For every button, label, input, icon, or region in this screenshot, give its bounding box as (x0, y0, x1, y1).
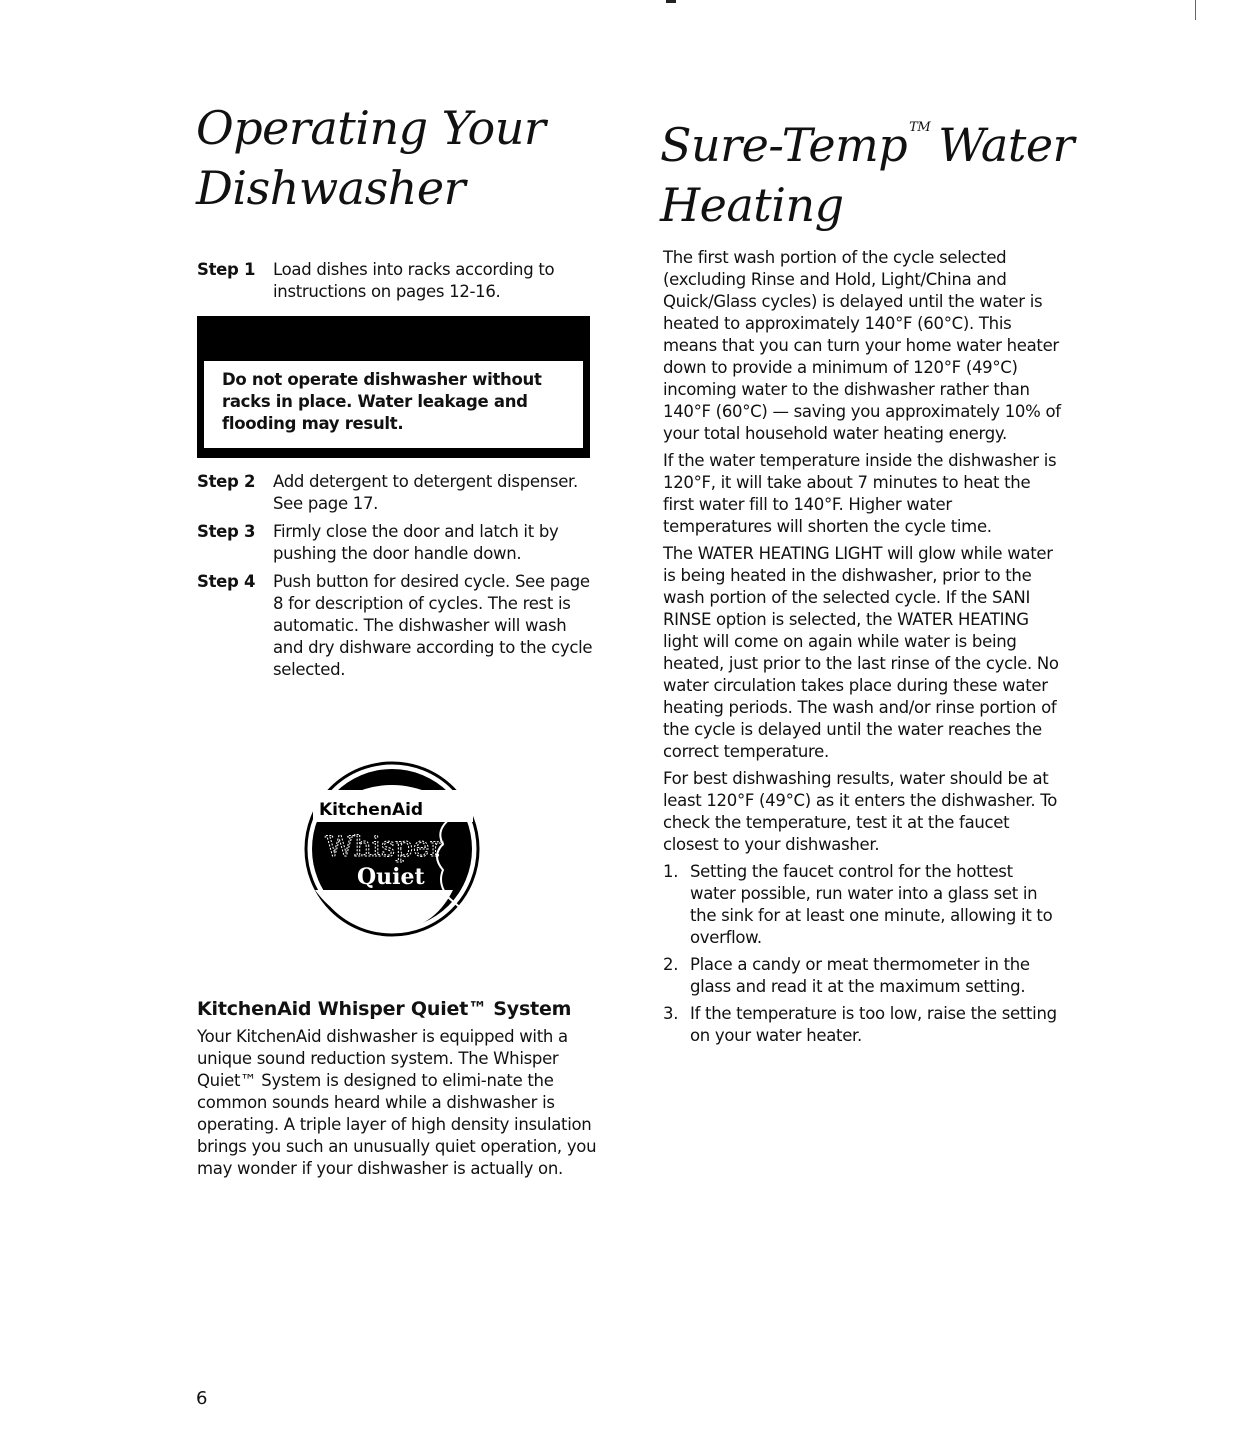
scan-artifact-top (666, 0, 676, 3)
step-label: Step 2 (197, 472, 256, 491)
step-text: Push button for desired cycle. See page 8 for description of cycles. The rest is automatic. The dishwasher will wash and dry dishware according to the cycle selected. (273, 572, 593, 679)
whisper-quiet-logo-icon (303, 760, 481, 938)
title-part-1: Sure-Temp (660, 118, 908, 172)
list-text: Place a candy or meat thermometer in the glass and read it at the maximum setting. (690, 955, 1030, 996)
warning-text: Do not operate dishwasher without racks in place. Water leakage and flooding may result. (204, 361, 583, 448)
list-text: If the temperature is too low, raise the setting on your water heater. (690, 1004, 1057, 1045)
title-line-2: Heating (660, 178, 844, 232)
list-item (663, 861, 1063, 949)
step-3 (197, 521, 597, 565)
list-item (663, 954, 1063, 998)
page-title-sure-temp (660, 98, 1074, 235)
temperature-check-list (663, 861, 1063, 1047)
trademark-mark: TM (909, 120, 931, 135)
paragraph: For best dishwashing results, water should be at least 120°F (49°C) as it enters the dishwasher. To check the temperature, test it at the faucet closest to your dishwasher. (663, 769, 1058, 854)
list-text: Setting the faucet control for the hottest water possible, run water into a glass set in the sink for at least one minute, allowing it to overflow. (690, 862, 1053, 947)
paragraph: The first wash portion of the cycle selected (excluding Rinse and Hold, Light/China and Quick/Glass cycles) is delayed until the water is heated to approximately 140°F (60°C). This means that you can turn your home water heater down to provide a minimum of 120°F (49°C) incoming water to the dishwasher rather than 140°F (60°C) — saving you approximately 10% of your total household water heating energy. (663, 248, 1061, 443)
step-text: Add detergent to detergent dispenser. See page 17. (273, 472, 578, 513)
step-label: Step 4 (197, 572, 256, 591)
section-body-whisper-quiet: Your KitchenAid dishwasher is equipped with a unique sound reduction system. The Whisper Quiet™ System is designed to elimi-nate the common sounds heard while a dishwasher is operating. A triple layer of high density insulation brings you such an unusually quiet operation, you may wonder if your dishwasher is actually on. (197, 1027, 597, 1178)
step-4 (197, 571, 597, 681)
title-line-1: Operating Your (196, 101, 546, 155)
section-heading-whisper-quiet: KitchenAid Whisper Quiet™ System (197, 998, 572, 1020)
badge-brand: KitchenAid (319, 800, 424, 820)
page-title-operating (196, 98, 545, 218)
title-part-2: Water (938, 118, 1075, 172)
page-number: 6 (196, 1388, 208, 1409)
warning-box (197, 316, 590, 458)
step-2 (197, 471, 597, 515)
step-1 (197, 259, 597, 303)
badge-line1: Whisper (325, 830, 444, 863)
title-line-2: Dishwasher (196, 161, 466, 215)
step-text: Load dishes into racks according to instructions on pages 12-16. (273, 260, 555, 301)
step-label: Step 3 (197, 522, 256, 541)
step-text: Firmly close the door and latch it by pushing the door handle down. (273, 522, 559, 563)
list-number: 3. (663, 1004, 679, 1023)
badge-line2: Quiet (357, 864, 425, 890)
step-label: Step 1 (197, 260, 256, 279)
paragraph: If the water temperature inside the dishwasher is 120°F, it will take about 7 minutes to heat the first water fill to 140°F. Higher water temperatures will shorten the cycle time. (663, 451, 1057, 536)
paragraph: The WATER HEATING LIGHT will glow while water is being heated in the dishwasher, prior to the wash portion of the selected cycle. If the SANI RINSE option is selected, the WATER HEATING light will come on again while water is being heated, just prior to the last rinse of the cycle. No water circulation takes place during these water heating periods. The wash and/or rinse portion of the cycle is delayed until the water reaches the correct temperature. (663, 544, 1059, 761)
list-number: 1. (663, 862, 679, 881)
sure-temp-body (663, 247, 1063, 1052)
list-item (663, 1003, 1063, 1047)
list-number: 2. (663, 955, 679, 974)
scan-artifact-right (1195, 0, 1196, 20)
